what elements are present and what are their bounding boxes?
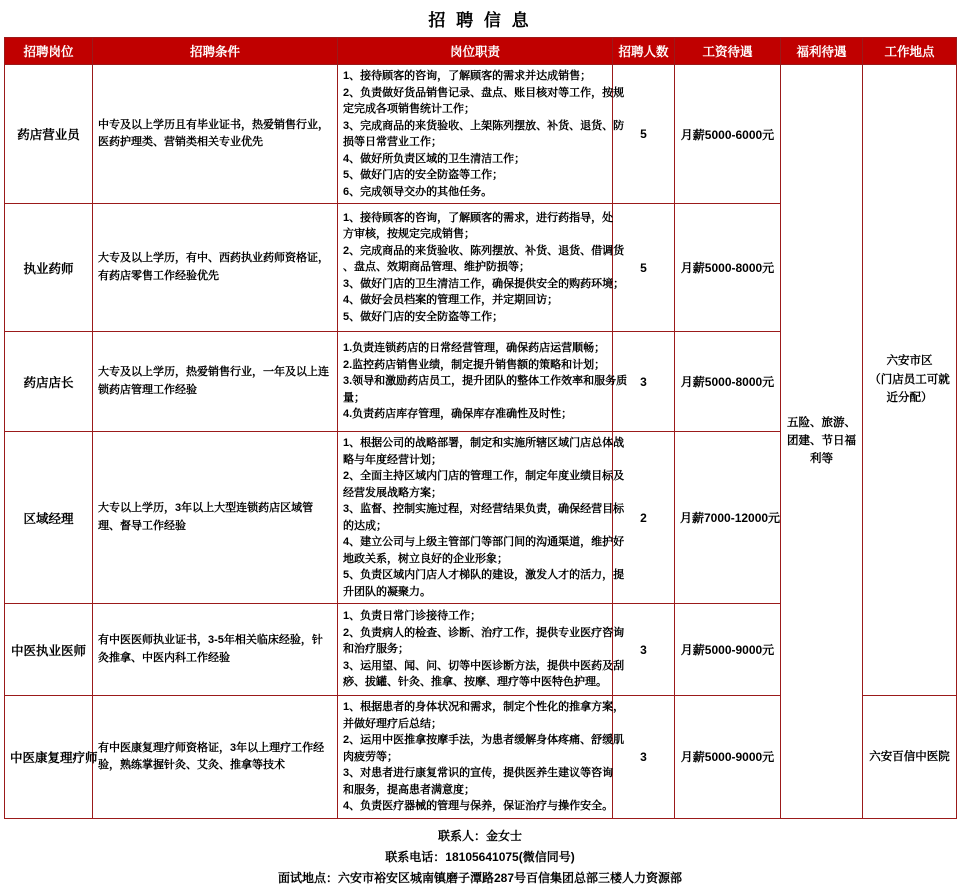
duty-line: 6、完成领导交办的其他任务。 <box>343 185 493 198</box>
job-title: 执业药师 <box>5 204 93 332</box>
duty-line: 5、做好门店的安全防盗等工作； <box>343 169 504 181</box>
interview-address: 面试地点：六安市裕安区城南镇磨子潭路287号百信集团总部三楼人力资源部 <box>277 870 683 885</box>
page-title: 招 聘 信 息 <box>428 11 532 30</box>
duty-line: 2、负责病人的检查、诊断、治疗工作，提供专业医疗咨询 <box>343 626 625 639</box>
duty-line: 、盘点、效期商品管理、维护防损等； <box>343 261 530 274</box>
job-duties <box>338 604 625 696</box>
job-salary: 月薪5000-9000元 <box>675 604 781 696</box>
table-header-row <box>5 38 957 65</box>
duty-line: 3、对患者进行康复常识的宣传，提供医养生建议等咨询 <box>343 767 614 779</box>
duty-line: 方审核，按规定完成销售； <box>343 228 475 241</box>
duty-line: 2、运用中医推拿按摩手法，为患者缓解身体疼痛、舒缓肌 <box>343 734 625 746</box>
job-duties <box>338 696 625 819</box>
duty-line: 3、做好门店的卫生清洁工作，确保提供安全的购药环境； <box>343 277 625 290</box>
job-duties <box>338 432 625 604</box>
duty-line: 痧、拔罐、针灸、推拿、按摩、理疗等中医特色护理。 <box>343 676 607 689</box>
duty-line: 升团队的凝聚力。 <box>343 585 431 598</box>
job-title: 药店营业员 <box>5 65 93 204</box>
duty-line: 肉疲劳等； <box>343 750 398 763</box>
job-count: 2 <box>613 432 675 604</box>
job-count: 3 <box>613 696 675 819</box>
contact-person: 联系人：金女士 <box>437 828 522 843</box>
duty-line: 1、负责日常门诊接待工作； <box>343 610 482 623</box>
job-title: 中医执业医师 <box>5 604 93 696</box>
duty-line: 1、接待顾客的咨询，了解顾客的需求并达成销售； <box>343 70 592 82</box>
job-duties <box>338 332 628 432</box>
location-cell-secondary: 六安百信中医院 <box>863 696 957 819</box>
duty-line: 和服务，提高患者满意度； <box>343 783 475 796</box>
duty-line: 4.负责药店库存管理，确保库存准确性及时性； <box>343 408 573 421</box>
recruitment-table <box>4 37 957 819</box>
duty-line: 的达成； <box>343 519 387 532</box>
job-title: 区域经理 <box>5 432 93 604</box>
job-count: 3 <box>613 332 675 432</box>
job-condition: 有中医医师执业证书，3-5年相关临床经验，针灸推拿、中医内科工作经验 <box>93 604 338 696</box>
duty-line: 1、根据公司的战略部署，制定和实施所辖区域门店总体战 <box>343 437 625 449</box>
duty-line: 4、负责医疗器械的管理与保养，保证治疗与操作安全。 <box>343 800 614 812</box>
duty-line: 损等日常营业工作； <box>343 136 442 148</box>
duty-line: 1、接待顾客的咨询，了解顾客的需求，进行药指导，处 <box>343 211 614 224</box>
contact-footer <box>0 826 960 889</box>
duty-line: 3、监督、控制实施过程，对经营结果负责，确保经营目标 <box>343 503 625 515</box>
duty-line: 2.监控药店销售业绩，制定提升销售额的策略和计划； <box>343 358 606 371</box>
duty-line: 2、全面主持区域内门店的管理工作，制定年度业绩目标及 <box>343 470 625 482</box>
duty-line: 地政关系，树立良好的企业形象； <box>343 552 508 565</box>
column-header-location: 工作地点 <box>863 38 957 65</box>
location-cell-main: 六安市区 （门店员工可就近分配） <box>863 65 957 696</box>
duty-line: 5、负责区域内门店人才梯队的建设，激发人才的活力，提 <box>343 569 625 581</box>
duty-line: 4、建立公司与上级主管部门等部门间的沟通渠道，维护好 <box>343 536 625 548</box>
welfare-cell: 五险、旅游、团建、节日福利等 <box>781 65 863 819</box>
table-row <box>5 65 957 204</box>
duty-line: 3、运用望、闻、问、切等中医诊断方法，提供中医药及刮 <box>343 659 625 672</box>
contact-phone: 联系电话：18105641075(微信同号) <box>385 849 575 864</box>
duty-line: 4、做好所负责区域的卫生清洁工作； <box>343 152 526 165</box>
duty-line: 并做好理疗后总结； <box>343 717 442 730</box>
job-condition: 大专以上学历，3年以上大型连锁药店区域管理、督导工作经验 <box>93 432 338 604</box>
job-title: 中医康复理疗师 <box>5 696 93 819</box>
duty-line: 1.负责连锁药店的日常经营管理，确保药店运营顺畅； <box>343 342 606 355</box>
job-salary: 月薪5000-8000元 <box>675 332 781 432</box>
duty-line: 3、完成商品的来货验收、上架陈列摆放、补货、退货、防 <box>343 119 625 132</box>
job-salary: 月薪5000-9000元 <box>675 696 781 819</box>
job-count: 3 <box>613 604 675 696</box>
duty-line: 4、做好会员档案的管理工作，并定期回访； <box>343 294 559 307</box>
job-salary: 月薪5000-6000元 <box>675 65 781 204</box>
column-header-condition: 招聘条件 <box>93 38 338 65</box>
job-duties <box>338 204 625 332</box>
job-condition: 大专及以上学历，有中、西药执业药师资格证，有药店零售工作经验优先 <box>93 204 338 332</box>
duty-line: 5、做好门店的安全防盗等工作； <box>343 310 504 323</box>
job-salary: 月薪5000-8000元 <box>675 204 781 332</box>
duty-line: 3.领导和激励药店员工，提升团队的整体工作效率和服务质 <box>343 375 628 388</box>
job-condition: 有中医康复理疗师资格证，3年以上理疗工作经验，熟练掌握针灸、艾灸、推拿等技术 <box>93 696 338 819</box>
duty-line: 量； <box>343 391 365 404</box>
duty-line: 和治疗服务； <box>343 643 409 656</box>
job-salary: 月薪7000-12000元 <box>675 432 781 604</box>
column-header-count: 招聘人数 <box>613 38 675 65</box>
duty-line: 经营发展战略方案； <box>343 486 442 499</box>
job-count: 5 <box>613 65 675 204</box>
job-count: 5 <box>613 204 675 332</box>
job-condition: 大专及以上学历，热爱销售行业，一年及以上连锁药店管理工作经验 <box>93 332 338 432</box>
duty-line: 1、根据患者的身体状况和需求，制定个性化的推拿方案， <box>343 701 625 713</box>
duty-line: 2、完成商品的来货验收、陈列摆放、补货、退货、借调货 <box>343 244 625 257</box>
job-title: 药店店长 <box>5 332 93 432</box>
job-duties <box>338 65 625 204</box>
duty-line: 定完成各项销售统计工作； <box>343 103 475 115</box>
job-condition: 中专及以上学历且有毕业证书，热爱销售行业，医药护理类、营销类相关专业优先 <box>93 65 338 204</box>
column-header-job: 招聘岗位 <box>5 38 93 65</box>
duty-line: 2、负责做好货品销售记录、盘点、账目核对等工作，按规 <box>343 86 625 99</box>
duty-line: 略与年度经营计划； <box>343 453 442 466</box>
column-header-duty: 岗位职责 <box>338 38 613 65</box>
column-header-welfare: 福利待遇 <box>781 38 863 65</box>
column-header-salary: 工资待遇 <box>675 38 781 65</box>
